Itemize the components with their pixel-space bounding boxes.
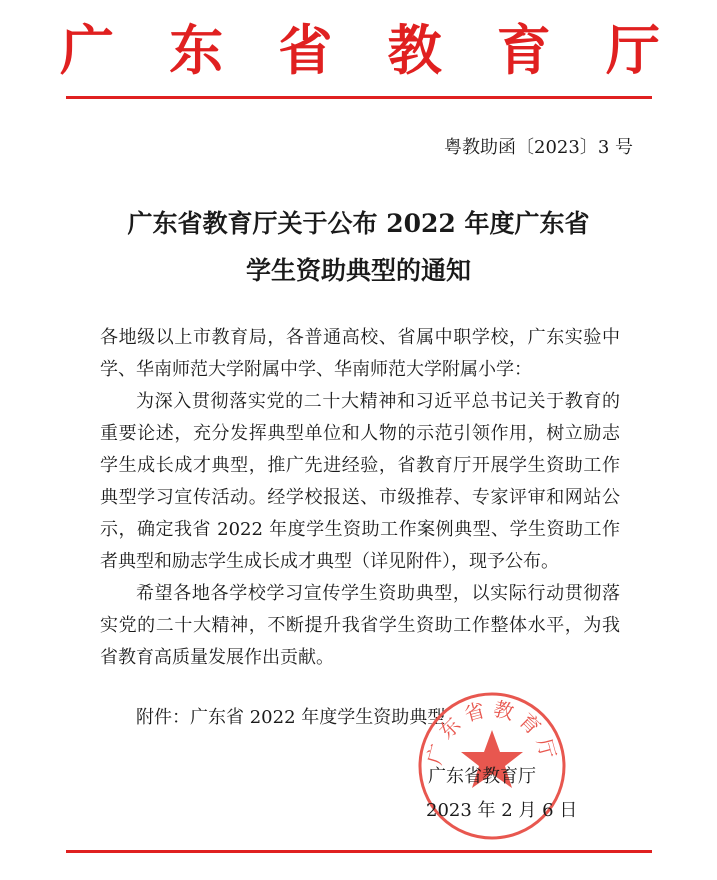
attachment-line: 附件：广东省 2022 年度学生资助典型 [136,707,446,728]
addressee: 各地级以上市教育局，各普通高校、省属中职学校，广东实验中学、华南师范大学附属中学、华南师范大学附属小学： [100,327,620,380]
body-paragraph-1: 为深入贯彻落实党的二十大精神和习近平总书记关于教育的重要论述，充分发挥典型单位和人物的示范引领作用，树立励志学生成长成才典型，推广先进经验，省教育厅开展学生资助工作典型学习宣传活动。经学校报送、市级推荐、专家评审和网站公示，确定我省 2022 年度学生资助工作案例典型、学生资助工作者典型和励志学生成长成才典型（详见附件），现予公布。 [100,391,620,572]
masthead-char: 省 [278,18,333,82]
masthead-char: 东 [169,18,224,82]
document-number: 粤教助函〔2023〕3 号 [444,137,633,158]
document-title-line-1: 广东省教育厅关于公布 2022 年度广东省 [127,209,590,238]
body-paragraph-2: 希望各地各学校学习宣传学生资助典型，以实际行动贯彻落实党的二十大精神，不断提升我省学生资助工作整体水平，为我省教育高质量发展作出贡献。 [100,583,620,668]
svg-text:广东省教育厅: 广东省教育厅 [422,696,562,768]
masthead-char: 厅 [605,18,660,82]
document-title-line-2: 学生资助典型的通知 [245,256,471,285]
footer-rule [66,850,652,853]
signature-organization: 广东省教育厅 [428,766,536,787]
document-body [100,322,620,674]
masthead-char: 教 [387,18,442,82]
masthead-rule [66,96,652,99]
masthead-char: 育 [496,18,551,82]
masthead-char: 广 [60,18,114,82]
signature-date: 2023 年 2 月 6 日 [426,800,578,821]
masthead [60,6,660,86]
